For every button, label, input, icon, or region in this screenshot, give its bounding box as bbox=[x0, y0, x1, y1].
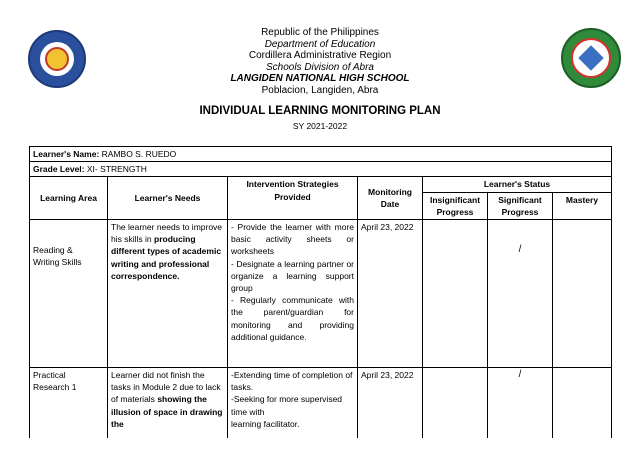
col-strategies-line1: Intervention Strategies bbox=[246, 179, 339, 190]
header-division: Schools Division of Abra bbox=[265, 61, 374, 73]
header-address: Poblacion, Langiden, Abra bbox=[261, 84, 379, 96]
col-insignificant-line2: Progress bbox=[436, 206, 474, 217]
header-row bbox=[30, 177, 612, 192]
significant-check-mark: / bbox=[518, 244, 522, 256]
col-monitoring-line1: Monitoring bbox=[368, 187, 412, 197]
row-learners-needs: Learner did not finish the tasks in Module 2 due to lack of materials showing the illusion of space in drawing the bbox=[108, 368, 228, 438]
row-monitoring-date: April 23, 2022 bbox=[358, 368, 423, 438]
col-insignificant-line1: Insignificant bbox=[429, 194, 481, 205]
col-significant-progress bbox=[488, 192, 553, 219]
row-insignificant-progress bbox=[423, 368, 488, 438]
school-year: SY 2021-2022 bbox=[292, 121, 348, 131]
row-learning-area: Reading & Writing Skills bbox=[30, 220, 108, 368]
col-learning-area: Learning Area bbox=[30, 177, 108, 220]
col-strategies-line2: Provided bbox=[274, 191, 311, 202]
header-department: Department of Education bbox=[264, 38, 376, 50]
row-significant-progress bbox=[488, 368, 553, 438]
grade-level-label: Grade Level: bbox=[33, 164, 85, 175]
col-learners-needs: Learner's Needs bbox=[108, 177, 228, 220]
row-mastery bbox=[553, 368, 612, 438]
row-learners-needs: The learner needs to improve his skills in producing different types of academic writing and professional correspondence. bbox=[108, 220, 228, 368]
col-significant-line2: Progress bbox=[501, 206, 539, 217]
table-row bbox=[30, 368, 612, 438]
row-intervention-strategies: - Provide the learner with more basic activity sheets or worksheets - Designate a learning partner or organize a learning support group - Regularly communicate with the parent/guardian for monitoring and providing additional guidance. bbox=[228, 220, 358, 368]
col-intervention-strategies bbox=[228, 177, 358, 220]
learner-name: RAMBO S. RUEDO bbox=[101, 149, 177, 159]
monitoring-plan-table bbox=[29, 146, 612, 438]
row-mastery bbox=[553, 220, 612, 368]
row-insignificant-progress bbox=[423, 220, 488, 368]
col-learners-status: Learner's Status bbox=[423, 177, 612, 192]
learner-name-row bbox=[30, 147, 612, 162]
row-learning-area: Practical Research 1 bbox=[30, 368, 108, 438]
col-monitoring-date bbox=[358, 177, 423, 220]
header-region: Cordillera Administrative Region bbox=[248, 50, 392, 62]
grade-level: XI- STRENGTH bbox=[86, 164, 147, 175]
learner-name-label: Learner's Name: bbox=[33, 149, 100, 159]
col-insignificant-progress bbox=[423, 192, 488, 219]
letterhead bbox=[0, 27, 640, 97]
table-row bbox=[30, 220, 612, 368]
grade-level-row bbox=[30, 162, 612, 177]
col-mastery: Mastery bbox=[553, 192, 612, 219]
document-title: INDIVIDUAL LEARNING MONITORING PLAN bbox=[199, 105, 441, 117]
row-monitoring-date: April 23, 2022 bbox=[358, 220, 423, 368]
col-significant-line1: Significant bbox=[498, 194, 542, 205]
header-school: LANGIDEN NATIONAL HIGH SCHOOL bbox=[230, 73, 410, 85]
significant-check-mark: / bbox=[518, 369, 522, 381]
header-republic: Republic of the Philippines bbox=[261, 27, 379, 38]
col-monitoring-line2: Date bbox=[380, 199, 400, 210]
row-intervention-strategies: -Extending time of completion of tasks. -Seeking for more supervised time with learning facilitator. bbox=[228, 368, 358, 438]
row-significant-progress bbox=[488, 220, 553, 368]
